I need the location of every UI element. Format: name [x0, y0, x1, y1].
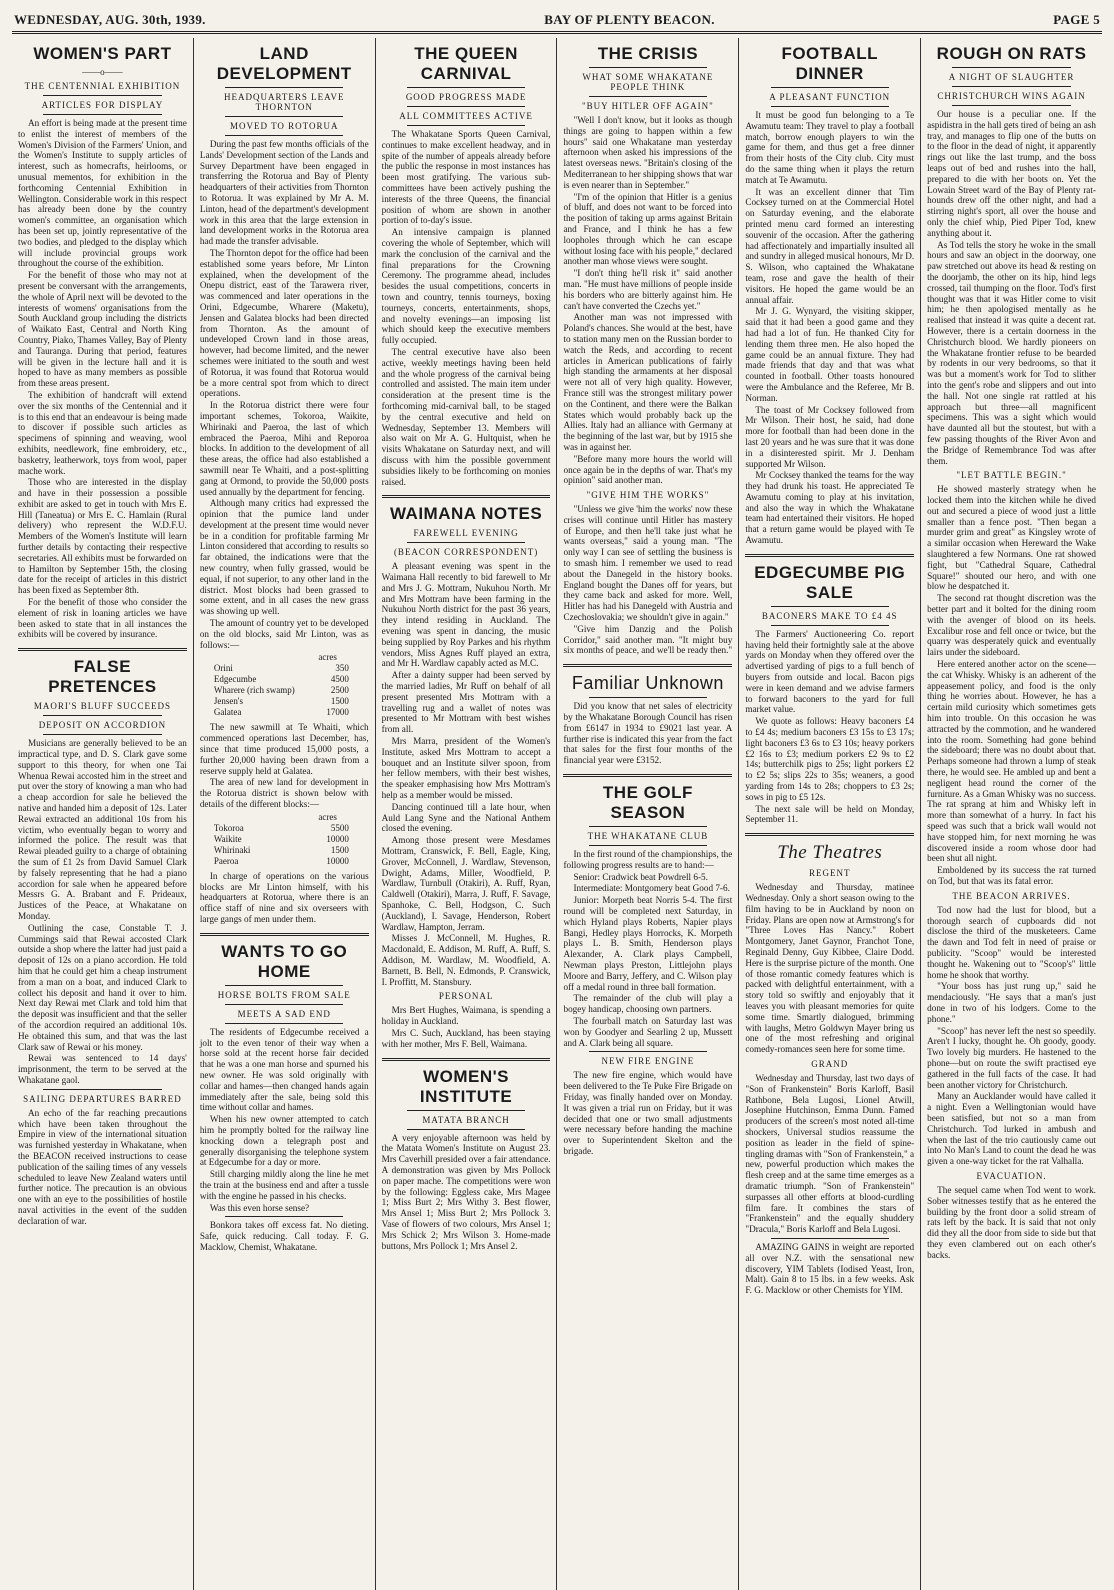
advertisement-yim-tablets: AMAZING GAINS in weight are reported all over N.Z. with the sensational new discovery, YIM Tablets (Iodised Yeast, Iron, Malt). Gain 8 to 15 lbs. in a few weeks. Ask F. G. Macklow or other Chemists for YIM. — [745, 1241, 915, 1296]
divider-rule — [407, 1110, 525, 1111]
table-header: acres — [318, 811, 337, 822]
article-paragraph: The next sale will be held on Monday, September 11. — [745, 803, 915, 825]
subhead: HORSE BOLTS FROM SALE — [217, 989, 351, 1000]
article-paragraph: Wednesday and Thursday, last two days of "Son of Frankenstein" Boris Karloff, Basil Rathbone, Bela Lugosi, Lionel Atwill, Josephine Hutchinson, Emma Dunn. Famed producers of the screen's most noted all-time shockers, Universal studios reassume the position as leader in the field of spine-tingling dramas with "Son of Frankenstein," a new, powerful production which makes the flesh creep and at the same time emerges as a dramatic triumph. "Son of Frankenstein" surpasses all other efforts at blood-curdling film fare. It combines the stars of "Frankenstein" and the equally shuddery "Dracula," Boris Karloff and Bela Lugosi. — [745, 1072, 915, 1235]
table-row: Tokoroa 5500 — [213, 822, 349, 833]
article-paragraph: A very enjoyable afternoon was held by the Matata Women's Institute on August 23. Mrs Caverhill presided over a fair attendance. A demonstration was given by Mrs Pollock on paper mache. The competitions were won by the following: Eggless cake, Mrs Magee 1; Miss Burt 2; Mrs Withy 3. Best flower, Mrs Ansel 1; Miss Burt 2; Mrs Pollock 3. Vase of flowers of two colours, Mrs Ansel 1; Mrs Schick 2; Mrs Wilson 3. Home-made buttons, Mrs Pollock 1; Mrs Ansel 2. — [381, 1132, 551, 1251]
masthead-paper-name: BAY OF PLENTY BEACON. — [544, 12, 715, 27]
article-paragraph: "Scoop" has never left the nest so speedily. Aren't I lucky, thought he. Oh goody, goody. Two lovely big murders. He hastened to the phone—but on route the swift practised eye gathered in the full facts of the case. It had been another victory for Christchurch. — [927, 1025, 1096, 1090]
subhead: ARTICLES FOR DISPLAY — [41, 100, 164, 110]
divider-rule — [225, 135, 343, 136]
subhead: FAREWELL EVENING — [413, 528, 519, 539]
article-paragraph: "Well I don't know, but it looks as though things are going to happen within a few hours" said one Whakatane man yesterday afternoon when asked his impressions of the latest overseas news. "Britain's closing of the Mediterranean to her shipping shows that war is even nearer than in September." — [563, 115, 733, 190]
section-break — [200, 933, 369, 936]
article-paragraph: Wednesday and Thursday, matinee Wednesday. Only a short season owing to the film having to be in Auckland by noon on Friday. Plans are open now at Armstrong's for "Three Loves Has Nancy." Robert Montgomery, Janet Gaynor, Franchot Tone, Reginald Denny, Guy Kibbee, Claire Dodd. Here is the surprise picture of the month. One of those romantic comedy features which is packed with delightful entertainment, with a story told so swiftly and enjoyably that it leaves you with pleasant memories for quite some time. Smartly dialogued, brimming with laughs, Metro Goldwyn Mayer bring us one of the most refreshing and original comedy-romances seen here for some time. — [745, 882, 915, 1055]
divider-rule — [225, 116, 343, 117]
headline-queen-carnival: THE QUEEN CARNIVAL — [414, 44, 518, 83]
masthead — [12, 6, 1102, 34]
section-break — [563, 664, 732, 667]
article-paragraph: Misses J. McConnell, M. Hughes, R. Macdonald, E. Addison, M. Ruff, A. Ruff, S. Addison, M. Wardlaw, M. Woodfield, A. Barnett, B. Bell, N. Edmonds, P. Cranswick, I. Proffitt, M. Stansbury. — [381, 933, 551, 987]
article-paragraph: The new fire engine, which would have been delivered to the Te Puke Fire Brigade on Friday, was finally handed over on Monday. It was given a trial run on Friday, but it was decided that one or two small adjustments were necessary before handing the machine over to Superintendent Skelton and the brigade. — [563, 1070, 733, 1156]
section-break — [382, 495, 551, 498]
subhead: EVACUATION. — [976, 1170, 1047, 1181]
article-paragraph: In charge of operations on the various blocks are Mr Linton himself, with his headquarters at Rotorua, where there is an office staff of nine and six overseers with large gangs of men under them. — [199, 870, 369, 925]
subhead: THE BEACON ARRIVES. — [952, 890, 1071, 901]
article-paragraph: Many an Aucklander would have called it a night. Even a Wellingtonian would have been satisfied, but not so a man from Christchurch. Tod lurked in ambush and when the last of the trio cautiously came out into No Man's Land to count the dead he was given a one-way ticket for the rat Valhalla. — [927, 1091, 1096, 1167]
section-break — [563, 774, 732, 777]
subhead: A NIGHT OF SLAUGHTER — [948, 72, 1075, 82]
masthead-page-number: PAGE 5 — [1053, 12, 1100, 27]
article-paragraph: An effort is being made at the present time to enlist the interest of members of the Women's Division of the Farmers' Union, and the Women's Institute to supply articles of interest, such as homecrafts, heirlooms, or unusual mementos, for exhibition in the forthcoming Centennial Exhibition in Wellington. Considerable work in this respect has already been done by the country women's committee, an organisation which has been set up, jointly representative of the two bodies, and pledged to the display which will include provincial groups work throughout the course of the exhibition. — [18, 118, 187, 269]
divider-rule — [589, 845, 707, 846]
subhead: "GIVE HIM THE WORKS" — [586, 490, 710, 501]
subhead: GRAND — [811, 1058, 849, 1069]
article-paragraph: The Whakatane Sports Queen Carnival, continues to make excellent headway, and in spite of the number of appeals already before the public the response in most instances has been most gratifying. The various sub-committees have been actively pushing the interests of the three Queens, the financial position of whom are shown in another portion of to-day's issue. — [381, 129, 551, 226]
article-paragraph: An intensive campaign is planned covering the whole of September, which will mark the conclusion of the carnival and the final preparations for the Crowning Ceremony. The programme ahead, includes besides the usual competitions, concerts in town and country, tennis tourneys, boxing tourneys, concerts, entertainments, shops, and novelty evenings—an imposing list which should keep the executive members fully occupied. — [381, 227, 551, 346]
section-break — [745, 833, 914, 836]
divider-rule — [407, 542, 525, 543]
subhead: NEW FIRE ENGINE — [601, 1056, 695, 1067]
divider-rule — [952, 105, 1070, 106]
divider-rule — [771, 106, 889, 107]
divider-rule — [225, 1023, 343, 1024]
article-paragraph: Mrs Marra, president of the Women's Institute, asked Mrs Mottram to accept a bouquet and an Institute silver spoon, from her fellow members, with their best wishes, the speaker emphasising how Mrs Mottram's help as a member would be missed. — [381, 736, 551, 801]
article-paragraph: "Your boss has just rung up," said he mendaciously. "He says that a man's just done in two of his lodgers. Come to the phone." — [927, 981, 1096, 1024]
divider-rule — [771, 1238, 889, 1239]
article-paragraph: The residents of Edgecumbe received a jolt to the even tenor of their way when a horse sold at the recent horse fair decided that he was a one man horse and spurned his new owner. He was sold originally with collar and hames—then changed hands again immediately after the sale, being sold this time without collar and hames. — [199, 1026, 369, 1113]
article-paragraph: The toast of Mr Cocksey followed from Mr Wilson. Their host, he said, had done more for football than had been done in the last 20 years and he was sure that it was done in a disinterested spirit. Mr J. Denham supported Mr Wilson. — [745, 404, 915, 469]
article-paragraph: For the benefit of those who consider the element of risk in loaning articles we have been asked to state that in all instances the exhibits will be covered by insurance. — [18, 597, 187, 640]
article-paragraph: "Give him Danzig and the Polish Corridor," said another man. "It might buy six months of peace, and we'll be ready then." — [563, 623, 733, 656]
article-paragraph: In the first round of the championships, the following progress results are to hand:— — [563, 849, 733, 870]
ornament-divider: ——o—— — [82, 67, 123, 77]
article-paragraph: The Farmers' Auctioneering Co. report having held their fortnightly sale at the above yards on Monday when they offered over the advertised yarding of pigs to a full bench of buyers from outside and local. Bacon pigs were in keen demand and we advise farmers to forward baconers to the yard for full market value. — [745, 628, 915, 715]
divider-rule — [225, 1004, 343, 1005]
article-paragraph: For the benefit of those who may not at present be conversant with the arrangements, the whole of April next will be devoted to the interests of womens' organisations from the South Auckland group including the districts of Waikato East, Central and North King Country, Piako, Thames Valley, Bay of Plenty and Tauranga. During that period, features will be given in the lecture hall and it is hoped to have as many members as possible from these areas present. — [18, 270, 187, 389]
article-paragraph: The central executive have also been active, weekly meetings having been held and the whole progress of the carnival being controlled and assisted. The main item under consideration at the present time is the forthcoming mid-carnival ball, to be staged by the central executive and held on Wednesday, September 13. Members will also wait on Mr A. G. Hultquist, when he visits Whakatane on Saturday next, and will discuss with him the possible government subsidies likely to be forthcoming on monies raised. — [381, 346, 551, 487]
article-paragraph: Musicians are generally believed to be an impractical type, and D. S. Clark gave some support to this theory, for when one Tai Whenua Rewai accosted him in the street and put over the story of knowing a man who had a cheap accordion for sale he believed the native and handed him a deposit of 12s. Later Rewai extracted an additional 10s from his victim, who eventually began to worry and informed the police. The result was that Rewai pleaded guilty to a charge of obtaining the sum of £1 2s from David Samuel Clark by falsely representing that he had a piano accordion for sale when he appeared before Messrs G. A. Brabant and F. Prideaux, Justices of the Peace, at Whakatane on Monday. — [18, 738, 187, 921]
divider-rule — [407, 106, 525, 107]
divider-rule — [589, 697, 707, 698]
article-paragraph: The new sawmill at Te Whaiti, which commenced operations last December, has, since that time produced 15,000 posts, a further 20,000 having been drawn from a reserve supply held at Galatea. — [199, 722, 369, 776]
subhead-sailing-departures: SAILING DEPARTURES BARRED — [23, 1093, 182, 1104]
article-paragraph: The Thornton depot for the office had been established some years before, Mr Linton explained, when the development of the Onepu district, east of the Tarawera river, was commenced and later operations in the Orini, Edgecumbe, Wharere (Maketu), Jensen and Galatea blocks had been directed from Thornton. As the amount of undeveloped Crown land in those areas, however, had become limited, and the newer schemes were initiated to the south and west of Rotorua, it was found that Rotorua would be a more central spot from which to direct operations. — [199, 247, 369, 399]
column-6 — [921, 38, 1102, 1590]
divider-rule — [225, 985, 343, 986]
article-paragraph: Another man was not impressed with Poland's chances. She would at the best, have to station many men on the Russian border to watch the Reds, and according to recent articles in American publications of fairly high standing the armaments at her disposal were not all of very high quality. However, France still was the strongest military power on the Continent, and there were the Balkan States which would probably back up the Allies. Italy had an alliance with Germany at the beginning of the last war, but by 1915 she was in against her. — [563, 312, 733, 452]
article-paragraph: Among those present were Mesdames Mottram, Cranswick, F. Bell, Eagle, King, Grover, McConnell, J. Wardlaw, Stevenson, Dwight, Adams, Miller, Woodfield, P. Wardlaw, Turnbull (Otakiri), A. Ruff, Ryan, Caldwell (Otakiri), Marra, J. Ruff, F. Savage, Spanhoke, C. Bell, Hodgson, C. Such (Auckland), I. Savage, Henderson, Robert Wardlaw, Hampton, Jerram. — [381, 835, 551, 932]
subhead: ALL COMMITTEES ACTIVE — [399, 111, 533, 121]
article-paragraph: After a dainty supper had been served by the married ladies, Mr Ruff on behalf of all present presented Mrs Mottram with a travelling rug and a wallet of notes was presented to Mr Mottram with best wishes from all. — [381, 670, 551, 735]
article-paragraph: Was this even horse sense? — [209, 1202, 310, 1213]
divider-rule — [43, 114, 161, 115]
columns — [12, 38, 1102, 1590]
article-paragraph: Did you know that net sales of electricity by the Whakatane Borough Council has risen from £6147 in 1934 to £9021 last year. A further rise is indicated this year from the fact that sales for the first four months of the financial year were £3152. — [563, 701, 733, 766]
article-paragraph: An echo of the far reaching precautions which have been taken throughout the Empire in view of the international situation was furnished yesterday in Whakatane, when the BEACON received instructions to cease publication of the sailing times of any vessels scheduled to leave New Zealand waters until further notice. The precaution is an obvious one with an eye to the possibilities of hostile naval activities in the event of the sudden declaration of war. — [18, 1107, 187, 1226]
divider-rule — [407, 87, 525, 88]
article-paragraph: Although many critics had expressed the opinion that the pumice land under development at the present time would never be in a condition for profitable farming Mr Linton considered that according to results so far obtained, the indications were that the new country, when fully grassed, would be equal, if not superior, to any other land in the district. Most blocks had been grassed to some extent, and in all cases the new grass was showing up well. — [199, 498, 369, 617]
subhead: DEPOSIT ON ACCORDION — [38, 720, 167, 731]
article-paragraph: Mr Cocksey thanked the teams for the way they had drunk his toast. He appreciated Te Awamutu coming to play at his invitation, and also the way in which the Whakatane team had entertained their visitors. He hoped that a return game would be played with Te Awamutu. — [745, 470, 915, 546]
article-paragraph: Dancing continued till a late hour, when Auld Lang Syne and the National Anthem closed the evening. — [381, 801, 551, 834]
article-paragraph: Still charging mildly along the line he met the train at the business end and after a tussle with the engine he passed in his checks. — [199, 1169, 369, 1201]
subhead: A PLEASANT FUNCTION — [769, 92, 891, 102]
headline-edgecumbe-pig-sale: EDGECUMBE PIG SALE — [754, 562, 906, 602]
article-paragraph: Outlining the case, Constable T. J. Cummings said that Rewai accosted Clark outside a shop where the latter had just paid a deposit of 12s on a piano accordion. He told him that he could get him a cheap instrument from a man on a boat, and induced Clark to collect his deposit and hand it over to him. Next day Rewai met Clark and told him that the deposit was insufficient and that the seller of the accordion required an additional 10s. He obtained this sum, and that was the last Clark saw of Rewai or his money. — [18, 922, 187, 1052]
subhead: THE WHAKATANE CLUB — [587, 831, 709, 842]
subhead: THE CENTENNIAL EXHIBITION — [24, 81, 181, 91]
article-paragraph: It must be good fun belonging to a Te Awamutu team: They travel to play a football match, borrow enough players to win the game for them, and thus get a free dinner from their hosts of the City club. City must do the same thing when it plays the return match at Te Awamutu. — [745, 110, 915, 185]
subhead: MEETS A SAD END — [237, 1008, 331, 1019]
subhead: GOOD PROGRESS MADE — [405, 92, 527, 102]
subhead: "LET BATTLE BEGIN." — [956, 470, 1067, 481]
article-paragraph: "Unless we give 'him the works' now these crises will continue until Hitler has mastery of Europe, and then he'll take just what he wants overseas," said a young man. "The only way I can see of settling the business is to smash him. I remember we used to read about the Danegeld in the history books. England bought the Danes off for years, but they came back and asked for more. Well, Hitler has had his Danegeld with Austria and Czechoslovakia; we shouldn't give in again." — [563, 504, 733, 623]
divider-rule — [952, 67, 1070, 68]
divider-rule — [225, 87, 343, 88]
article-paragraph: The fourball match on Saturday last was won by Goodyer and Searling 2 up, Mussett and A. Clark being all square. — [563, 1015, 733, 1048]
article-paragraph: Mr J. G. Wynyard, the visiting skipper, said that it had been a good game and they had had a lot of fun. He thanked City for lending them three men. He also hoped the game could be an annual fixture. They had made friends that day and that was what counted in football. Other toasts honoured were the Ambulance and the Referee, Mr B. Norman. — [745, 306, 915, 403]
section-break — [382, 1058, 551, 1061]
article-paragraph: Those who are interested in the display and have in their possession a possible exhibit are asked to get in touch with Mrs E. Hill (Taneatua) or Mrs E. C. Hamlain (Rural delivery) who represent the W.D.F.U. Members of the Women's Institute will learn further details by contacting their respective secretaries. All exhibits must be forwarded on to Hamilton by September 15th, the closing date for the receipt of articles in this district has been fixed as September 8th. — [18, 477, 187, 596]
masthead-date: WEDNESDAY, AUG. 30th, 1939. — [14, 12, 206, 27]
article-paragraph: The sequel came when Tod went to work. Sober witnesses testify that as he entered the building by the front door a solid stream of rats left by the back. It is said that not only did they all the door from side to side but that they even clambered out on each other's backs. — [927, 1184, 1096, 1260]
divider-rule — [43, 1089, 161, 1090]
column-1 — [12, 38, 194, 1590]
article-paragraph: The area of new land for development in the Rotorua district is shown below with details of the different blocks:— — [199, 777, 369, 810]
divider-rule — [952, 86, 1070, 87]
article-paragraph: Mrs C. Such, Auckland, has been staying with her mother, Mrs F. Bell, Waimana. — [381, 1027, 551, 1049]
subhead: MATATA BRANCH — [422, 1114, 510, 1125]
divider-rule — [43, 715, 161, 716]
subhead: WHAT SOME WHAKATANE PEOPLE THINK — [582, 72, 714, 92]
article-paragraph: The remainder of the club will play a bogey handicap, choosing own partners. — [563, 993, 733, 1015]
divider-rule — [407, 1129, 525, 1130]
table-header: acres — [318, 652, 337, 663]
article-paragraph: As Tod tells the story he woke in the small hours and saw an object in the doorway, one paw stretched out above its head & resting on the doorjamb, the other on its hip, hind legs crossed, tail thumping on the floor. Tod's first thought was that it was Hitler come to visit him; he then apologised mentally as he realised that instead it was quite a decent rat. However, there is a certain doorness in the Christchurch blood. We hardly pioneers on the Whakatane frontier refuse to be bearded by rodents in our very bedrooms, so that it was but a moment's work for Tod to slither into the gent's robe and slippers and out into the hall. Not one single rat rattled at his approach but three—all magnificent specimens. This was a sight which would have daunted all but the stoutest, but with a few passing thoughts of the River Avon and the Bridge of Remembrance Tod was after them. — [927, 239, 1096, 466]
headline-rough-on-rats: ROUGH ON RATS — [936, 44, 1087, 63]
headline-familiar-unknown: Familiar Unknown — [571, 673, 724, 694]
article-paragraph: "I don't thing he'll risk it" said another man. "He must have millions of people inside his borders who are bitterly against him. He can't have converted the Czechs yet." — [563, 268, 733, 311]
column-2 — [194, 38, 376, 1590]
section-break — [18, 648, 187, 651]
article-paragraph: A pleasant evening was spent in the Waimana Hall recently to bid farewell to Mr and Mrs J. G. Mottram, Nukuhou North. Mr and Mrs Mottram have been farming in the Nukuhou North district for the past 36 years, they intend residing in Auckland. The evening was spent in dancing, the music being supplied by Roy Parkes and his rhythm vendors, Miss Agnes Ruff played an extra, and Mr H. Wardlaw capably acted as M.C. — [381, 561, 551, 669]
headline-land-development: LAND DEVELOPMENT — [216, 44, 352, 83]
subhead: MAORI'S BLUFF SUCCEEDS — [33, 701, 171, 712]
article-paragraph: Intermediate: Montgomery beat Good 7-6. — [573, 883, 730, 894]
table-row: Orini 350 — [213, 663, 349, 674]
article-paragraph: We quote as follows: Heavy baconers £4 to £4 4s; medium baconers £3 15s to £3 17s; light baconers £3 6s to £3 10s; heavy porkers £2 16s to £3; medium porkers £2 9s to £2 14s; butterchilk pigs to 25s; light porkers £2 to £2 5s; slips 22s to 35s; weaners, a good yarding from 14s to 28s; choppers to £3 2s; sows in pig to £5 12s. — [745, 716, 915, 802]
article-paragraph: Emboldened by its success the rat turned on Tod, but that was its fatal error. — [927, 865, 1096, 886]
acreage-table-old-blocks — [214, 652, 349, 718]
column-3 — [376, 38, 558, 1590]
section-break — [745, 554, 914, 557]
divider-rule — [225, 1216, 343, 1217]
table-row: Wharere (rich swamp) 2500 — [213, 685, 349, 696]
article-paragraph: He showed masterly strategy when he locked them into the kitchen while he dived out and secured a piece of wood just a little smaller than a fence post. "Then began a murder grim and great" as Kingsley wrote of a similar occasion when Hereward the Wake slaughtered a few Normans. One rat showed fight, but "Cathedral Square, Cathedral Square!" shouted our hero, and with one blow he despatched it. — [927, 484, 1096, 592]
headline-the-theatres: The Theatres — [777, 842, 883, 864]
article-paragraph: "I'm of the opinion that Hitler is a genius of bluff, and does not want to be forced into the position of taking up arms against Britain and France, and I think he has a few loopholes through which he can escape without losing face with his people," declared another man whose views were sought. — [563, 191, 733, 267]
table-row: Whirinaki 1500 — [213, 844, 349, 855]
article-paragraph: When his new owner attempted to catch him he promptly bolted for the railway line knocking down a telegraph post and generally disorganising the telephone system at Edgecumbe for a day or more. — [199, 1114, 369, 1168]
column-5 — [739, 38, 921, 1590]
headline-golf-season: THE GOLF SEASON — [602, 783, 693, 823]
article-paragraph: Junior: Morpeth beat Norris 5-4. The first round will be completed next Saturday, in which Hyland plays Roberts, Napier plays Bangi, Hedley plays Horrocks, K. Morpeth plays L. B. Smith, Henderson plays Alexander, A. Clark plays Campbell, Newman plays Preston, Littlejohn plays Moore and Barry, Jeffery, and C. Wilson play off a medal round in three ball formation. — [563, 895, 733, 992]
table-row: Galatea 17000 — [213, 707, 349, 718]
acreage-table-new-land — [214, 812, 349, 867]
article-paragraph: "Before many more hours the world will once again be in the depths of war. That's my opinion" said another man. — [563, 453, 733, 486]
divider-rule — [589, 67, 707, 68]
article-paragraph: Rewai was sentenced to 14 days' imprisonment, the term to be served at the Whakatane gaol. — [18, 1053, 187, 1085]
subhead: REGENT — [808, 868, 851, 879]
headline-womens-part: WOMEN'S PART — [33, 44, 172, 63]
article-paragraph: Mrs Bert Hughes, Waimana, is spending a holiday in Auckland. — [381, 1005, 551, 1027]
divider-rule — [43, 734, 161, 735]
divider-rule — [589, 96, 707, 97]
headline-football-dinner: FOOTBALL DINNER — [781, 44, 878, 83]
article-paragraph: The second rat thought discretion was the better part and it bolted for the dining room with the avenger of blood on its heels. Excalibur rose and fell once or twice, but the quarry was desperately quick and eventually lairs under the sideboard. — [927, 593, 1096, 658]
headline-false-pretences: FALSE PRETENCES — [48, 657, 157, 697]
subhead: "BUY HITLER OFF AGAIN" — [582, 101, 714, 111]
article-paragraph: The exhibition of handcraft will extend over the six months of the Centennial and it is to this end that an endeavour is being made to discover if possible such articles as specimens of spinning and weaving, wool exhibits, needlework, fine embroidery, etc., basketry, leatherwork, toys from wool, paper mache work. — [18, 389, 187, 476]
article-paragraph: Tod now had the lust for blood, but a thorough search of cupboards did not disclose the third of the musketeers. Came the dawn and Tod felt in need of praise or publicity. "Scoop" would be interested thought he. Wakening out to "Scoop's" little home he shook that worthy. — [927, 904, 1096, 980]
subhead: MOVED TO ROTORUA — [229, 121, 339, 131]
divider-rule — [589, 826, 707, 827]
divider-rule — [771, 625, 889, 626]
article-paragraph: It was an excellent dinner that Tim Cocksey turned on at the Commercial Hotel on Saturday evening, and the elaborate printed menu card formed an interesting souvenir of the occasion. After the gathering had affectionately and impartially insulted all and sundry in alleged musical honours, Mr D. S. Wilson, who captained the Whakatane team, rose and gave the health of their visitors. He hoped the game would be an annual affair. — [745, 186, 915, 305]
table-row: Edgecumbe 4500 — [213, 674, 349, 685]
article-paragraph: Senior: Cradwick beat Powdrell 6-5. — [573, 871, 708, 882]
divider-rule — [771, 87, 889, 88]
article-paragraph: Our house is a peculiar one. If the aspidistra in the hall gets tired of being an ash tray, and manages to flip one of the butts on to the floor in the dead of night, it apparently rings out like the last trump, and the boss leaps out of bed and rushes into the hall, prepared to die with her boots on. Yet the Lowain Street ward of the Bay of Plenty rat-hounds drew off the other night, and had a stirring night's sport, all over the house and only the chief whip, Pied Piper Tod, knew anything about it. — [927, 109, 1096, 238]
subhead: CHRISTCHURCH WINS AGAIN — [937, 91, 1086, 101]
divider-rule — [589, 1051, 707, 1052]
divider-rule — [771, 606, 889, 607]
column-4 — [557, 38, 739, 1590]
divider-rule — [43, 95, 161, 96]
headline-womens-institute: WOMEN'S INSTITUTE — [419, 1066, 513, 1106]
table-row: Waikite 10000 — [213, 833, 349, 844]
divider-rule — [407, 125, 525, 126]
article-paragraph: The amount of country yet to be developed on the old blocks, said Mr Linton, was as follows:— — [199, 618, 369, 650]
article-paragraph: In the Rotorua district there were four important schemes, Tokoroa, Waikite, Whirinaki and Paeroa, the last of which embraced the Paeroa, Mihi and Reporoa blocks. In addition to the development of all these areas, the office had also established a sawmill near Te Whaiti, and a post-splitting gang at Ormond, to provide the 50,000 posts used annually by the department for fencing. — [199, 400, 369, 497]
subhead: HEADQUARTERS LEAVE THORNTON — [223, 92, 345, 112]
subhead: BACONERS MAKE TO £4 4S — [761, 610, 898, 621]
article-paragraph: Here entered another actor on the scene—the cat Whisky. Whisky is an adherent of the appeasement policy, and food is the only thing he worries about. However, he has a certain mild curiosity which sometimes gets him into trouble. On this occasion he was attracted by the commotion, and he wandered into the room. Something had gone behind the sideboard; there was no doubt about that. Perhaps someone had thrown a lump of steak there, he would see. He ambled up and bent a negligent head round the corner of the furniture. As a Gman Whisky was no success. The rat sprang at him and Whisky left in more than somewhat of a hurry. In fact his speed was such that a brick wall would not have stopped him, for next morning he was discovered inside a room whose door had been shut all night. — [927, 659, 1096, 864]
headline-the-crisis: THE CRISIS — [597, 44, 699, 63]
subhead: PERSONAL — [438, 991, 494, 1002]
byline: (BEACON CORRESPONDENT) — [393, 547, 539, 558]
table-row: Jensen's 1500 — [213, 696, 349, 707]
headline-wants-to-go-home: WANTS TO GO HOME — [221, 941, 348, 981]
article-paragraph: During the past few months officials of the Lands' Development section of the Lands and Survey Department have been engaged in transferring the Rotorua and Bay of Plenty headquarters of their activities from Thornton to Rotorua. It was explained by Mr A. M. Linton, head of the department's development work in this area that the large extension in land development works in the Rotorua area had made the transfer advisable. — [199, 139, 369, 247]
table-row: Paeroa 10000 — [213, 855, 349, 866]
advertisement-bonkora: Bonkora takes off excess fat. No dieting. Safe, quick reducing. Call today. F. G. Macklow, Chemist, Whakatane. — [199, 1220, 369, 1252]
headline-waimana-notes: WAIMANA NOTES — [389, 504, 543, 524]
